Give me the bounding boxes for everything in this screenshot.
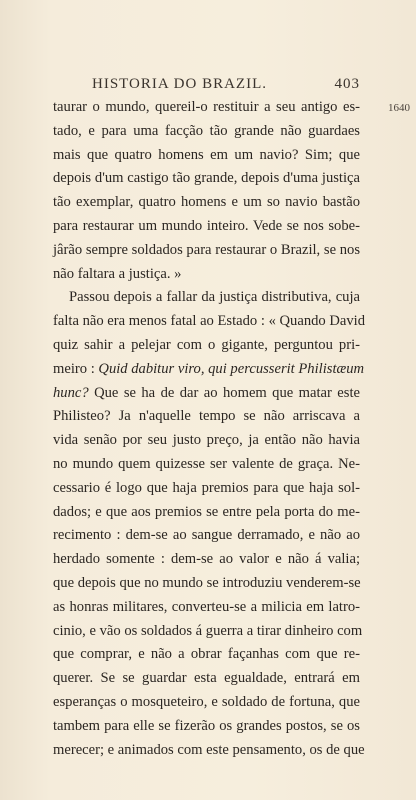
text-line [53, 382, 360, 406]
text-line: que depois que no mundo se introduziu venderem-se [53, 574, 361, 591]
text-line: cinio, e vão os soldados á guerra a tirar dinheiro com [53, 622, 363, 639]
text-line: esperanças o mosqueteiro, e soldado de fortuna, que [53, 693, 360, 710]
latin-quote: Quid dabitur viro, qui percusserit Philistæum [98, 360, 365, 377]
running-header [92, 76, 360, 93]
text-line: herdado somente : dem-se ao valor e não á valia; [53, 551, 360, 568]
text-line: não faltara a justiça. » [53, 265, 182, 282]
text-line: Philisteo? Ja n'aquelle tempo se não arriscava a [53, 408, 360, 425]
text-line: no mundo quem quizesse ser valente de graça. Ne- [53, 455, 360, 472]
text-line: vida senão por seu justo preço, ja então não havia [53, 432, 360, 449]
text-line [53, 358, 365, 382]
body-text [53, 96, 366, 762]
text-segment: meiro : [53, 360, 99, 377]
text-segment: Que se ha de dar ao homem que matar este [88, 384, 360, 401]
text-line: recimento : dem-se ao sangue derramado, e não ao [53, 527, 360, 544]
text-line: para restaurar um mundo inteiro. Vede se nos sobe- [53, 217, 360, 234]
latin-quote: hunc? [53, 384, 89, 401]
text-line: tambem para elle se fizerão os grandes postos, se os [53, 717, 360, 734]
text-line: cessario é logo que haja premios para que haja sol- [53, 479, 360, 496]
text-line: querer. Se se guardar esta egualdade, entrará em [53, 670, 360, 687]
text-line: falta não era menos fatal ao Estado : « Quando David [53, 313, 366, 330]
text-line: quiz sahir a pelejar com o gigante, perguntou pri- [53, 336, 360, 353]
text-line: as honras militares, converteu-se a milicia em latro- [53, 598, 360, 615]
text-line: tado, e para uma facção tão grande não guardaes [53, 122, 360, 139]
text-line: dados; e que aos premios se entre pela porta do me- [53, 503, 360, 520]
margin-year-note: 1640 [388, 102, 410, 114]
text-line: taurar o mundo, quereil-o restituir a seu antigo es- [53, 99, 360, 115]
text-line: mais que quatro homens em um navio? Sim; que [53, 146, 360, 163]
text-line: tão exemplar, quatro homens e um so navio bastão [53, 194, 360, 211]
text-line: que comprar, e não a obrar façanhas com que re- [53, 646, 360, 663]
text-line: merecer; e animados com este pensamento, os de que [53, 741, 365, 758]
running-title: HISTORIA DO BRAZIL. [92, 76, 267, 92]
page-number: 403 [334, 76, 360, 92]
text-line: Passou depois a fallar da justiça distributiva, cuja [69, 289, 360, 306]
text-line: depois d'um castigo tão grande, depois d'uma justiça [53, 170, 360, 187]
text-line: jârão sempre soldados para restaurar o Brazil, se nos [53, 241, 360, 258]
